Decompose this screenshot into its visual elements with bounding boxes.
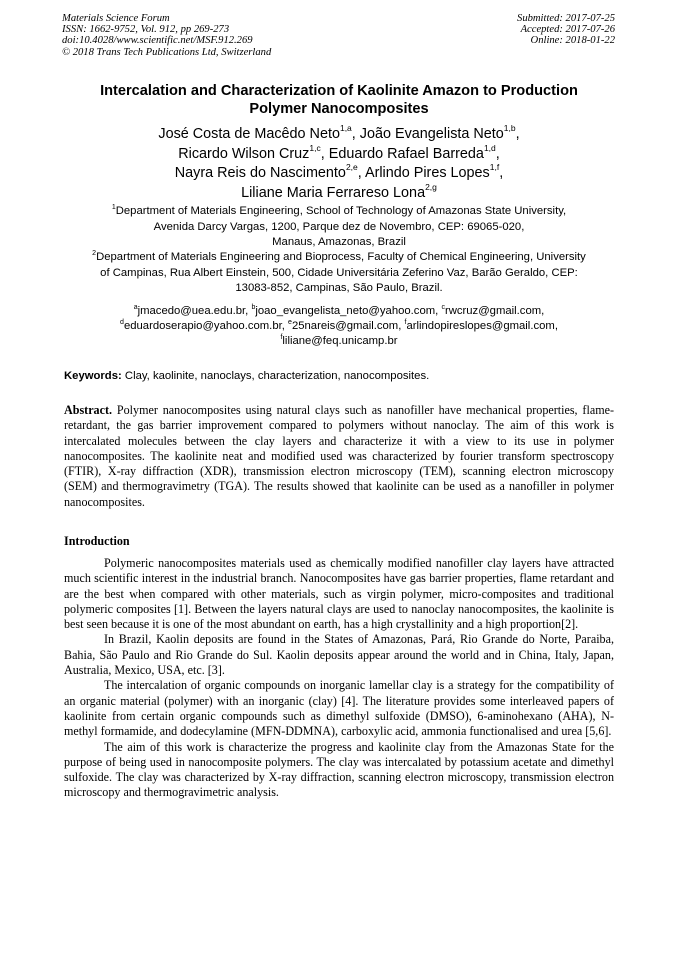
affiliation-line: 13083-852, Campinas, São Paulo, Brazil. [235, 282, 443, 295]
author-line-2: Ricardo Wilson Cruz$^{1,c}$, Eduardo Rafael Barreda$^{1,d}$, [178, 142, 500, 162]
paragraph: The intercalation of organic compounds on inorganic lamellar clay is a strategy for the compatibility of an organic material (polymer) with an inorganic (clay) [4]. The literature provides some interleaved papers of kaolinite from certain organic compounds such as dimethyl sulfoxide (DMSO), 6-aminohexano (AHA), N-methyl formamide, and dodecylamine (MFN-DDMNA), carboxylic acid, ammonia functionalised and urea [5,6]. [64, 678, 614, 739]
keywords [64, 369, 624, 384]
abstract-text: Polymer nanocomposites using natural clays such as nanofiller have mechanical properties, flame-retardant, the gas barrier improvement compared to polymers without nanoclay. The aim of this work is intercalated molecules between the clay layers and characterize it with a view to its use in polymer nanocomposites. The kaolinite neat and modified used was characterized by fourier transform spectroscopy (FTIR), X-ray diffraction (XDR), transmission electron microscopy (TEM), scanning electron microscopy (SEM) and thermogravimetry (TGA). The results showed that kaolinite can be used as a nanofiller in polymer nanocomposites. [64, 403, 614, 509]
email-sup: f [280, 334, 283, 342]
email-link[interactable]: liliane@feq.unicamp.br [282, 335, 398, 348]
email-sup: e [288, 319, 292, 327]
author-name: Arlindo Pires Lopes [364, 165, 490, 181]
affiliation-line [58, 250, 620, 266]
email-line-3 [58, 334, 620, 349]
email-sup: c [441, 304, 445, 311]
author-line-4 [40, 181, 638, 204]
paragraph: The aim of this work is characterize the progress and kaolinite clay from the Amazonas State for the purpose of being used in nanocomposite polymers. The clay was intercalated by potassium acetate and dimethyl sulfoxide. The clay was characterized by X-ray diffraction, scanning electron microscopy, transmission electron microscopy and thermogravimetric analysis. [64, 739, 614, 800]
email-sup: b [251, 304, 256, 311]
abstract-label: Abstract. [64, 403, 113, 417]
doi-line: doi:10.4028/www.scientific.net/MSF.912.269 [62, 35, 253, 47]
author-affil-sup: 1,c [309, 142, 321, 153]
journal-name: Materials Science Forum [62, 13, 170, 24]
abstract [64, 403, 614, 510]
journal-info [62, 13, 271, 58]
email-link[interactable]: rwcruz@gmail.com [444, 305, 542, 317]
author-list [40, 125, 638, 203]
affiliation-sup: 2 [92, 250, 97, 257]
title-line-1: Intercalation and Characterization of Kaolinite Amazon to Production [100, 83, 578, 99]
paper-title [50, 82, 628, 118]
affiliation-line [58, 204, 620, 220]
affiliation-line: Avenida Darcy Vargas, 1200, Parque dez de Novembro, CEP: 69065-020, [153, 220, 525, 233]
email-sup: f [404, 319, 407, 327]
author-affil-sup: 1,b [503, 123, 516, 133]
author-line-3: Nayra Reis do Nascimento$^{2,e}$, Arlindo Pires Lopes$^{1,f}$, [174, 162, 504, 181]
author-affil-sup: 1,f [489, 162, 500, 172]
affiliation-line: of Campinas, Rua Albert Einstein, 500, Cidade Universitária Zeferino Vaz, Barão Geraldo, CEP: [100, 266, 578, 279]
online-date: Online: 2018-01-22 [530, 35, 615, 47]
affiliation-2 [58, 250, 620, 297]
author-affil-sup: 2,g [425, 181, 437, 192]
introduction-body [64, 556, 614, 801]
title-line-2: Polymer Nanocomposites [249, 101, 429, 117]
email-link[interactable]: arlindopireslopes@gmail.com [406, 320, 555, 333]
affiliation-sup: 1 [111, 204, 116, 211]
author-affil-sup: 1,a [339, 123, 352, 133]
paragraph: Polymeric nanocomposites materials used as chemically modified nanofiller clay layers have attracted much scientific interest in the industrial branch. Nanocomposites have gas barrier properties, flame retardant and are the best when compared with other materials, such as virgin polymer, micro-composites and traditional polymeric composites [1]. Between the layers natural clays are used to nanoclay nanocomposites, the kaolinite is best seen because it is one of the most abundant on earth, has a high crystallinity and a high proportion[2]. [64, 556, 614, 632]
affiliation-text: Department of Materials Engineering, School of Technology of Amazonas State University, [115, 205, 567, 217]
author-emails [58, 304, 620, 350]
author-name: Eduardo Rafael Barreda [328, 145, 484, 162]
keywords-label: Keywords: [64, 370, 122, 382]
email-line-1: $^a$jmacedo@uea.edu.br, $^b$joao_evangelista_neto@yahoo.com, $^c$rwcruz@gmail.com, [133, 304, 545, 317]
author-affil-sup: 1,d [483, 142, 496, 153]
copyright-line: © 2018 Trans Tech Publications Ltd, Switzerland [62, 46, 272, 58]
submitted-date: Submitted: 2017-07-25 [517, 13, 615, 24]
email-sup: a [133, 304, 138, 311]
author-affil-sup: 2,e [345, 162, 358, 172]
author-name: João Evangelista Neto [359, 126, 504, 142]
author-name: José Costa de Macêdo Neto [158, 126, 340, 142]
email-link[interactable]: 25nareis@gmail.com [291, 320, 399, 333]
section-heading-introduction: Introduction [64, 534, 130, 548]
submission-dates [517, 13, 615, 47]
email-sup: d [120, 319, 124, 327]
affiliation-1 [58, 204, 620, 251]
keywords-text: Clay, kaolinite, nanoclays, characterization, nanocomposites. [124, 370, 430, 382]
paragraph: In Brazil, Kaolin deposits are found in the States of Amazonas, Pará, Rio Grande do Norte, Paraiba, Bahia, São Paulo and Rio Grande do Sul. Kaolin deposits appear around the world and in China, Italy, Japan, Australia, Mexico, USA, etc. [3]. [64, 632, 614, 678]
author-name: Liliane Maria Ferrareso Lona [241, 184, 426, 201]
email-link[interactable]: joao_evangelista_neto@yahoo.com [255, 305, 436, 317]
author-name: Ricardo Wilson Cruz [178, 145, 310, 162]
issn-line: ISSN: 1662-9752, Vol. 912, pp 269-273 [62, 24, 230, 36]
email-link[interactable]: eduardoserapio@yahoo.com.br [123, 320, 282, 333]
affiliation-text: Department of Materials Engineering and Bioprocess, Faculty of Chemical Engineering, University [96, 251, 586, 263]
email-link[interactable]: jmacedo@uea.edu.br [137, 305, 246, 317]
author-name: Nayra Reis do Nascimento [174, 165, 346, 181]
affiliation-line: Manaus, Amazonas, Brazil [272, 236, 406, 249]
email-line-2: $^d$eduardoserapio@yahoo.com.br, $^e$25nareis@gmail.com, $^f$arlindopireslopes@gmail.com, [120, 319, 558, 333]
author-line-1: José Costa de Macêdo Neto$^{1,a}$, João Evangelista Neto$^{1,b}$, [158, 123, 520, 142]
accepted-date: Accepted: 2017-07-26 [520, 24, 615, 36]
